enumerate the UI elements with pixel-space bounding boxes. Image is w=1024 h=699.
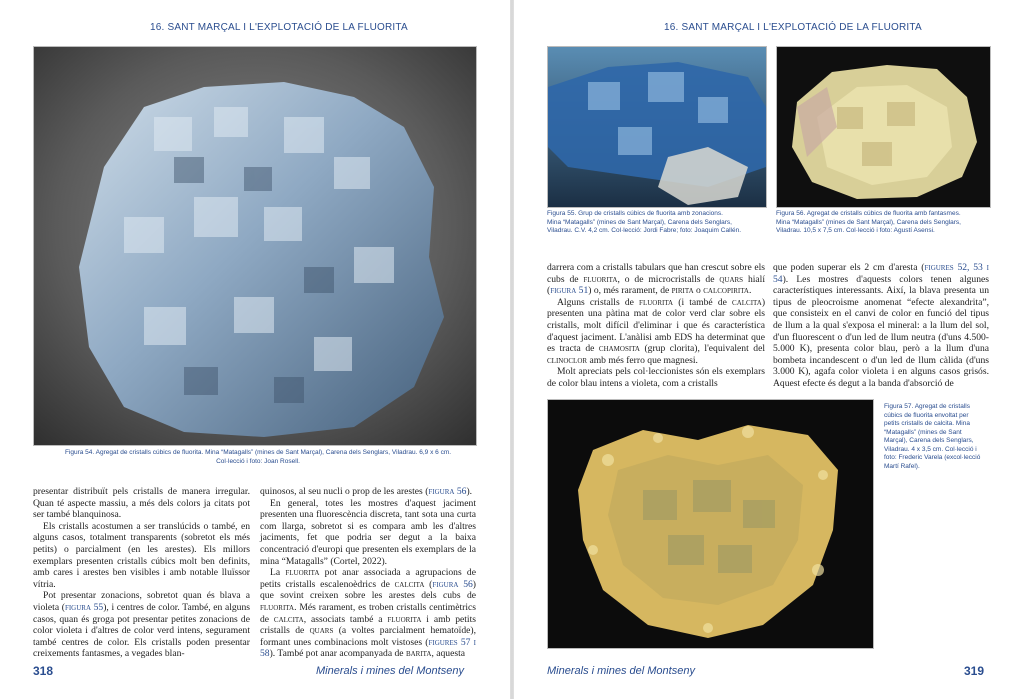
- text-run: . Més rarament, es troben cristalls centimètrics de: [260, 601, 476, 625]
- right-page: [514, 0, 1024, 699]
- footer-title-left: Minerals i mines del Montseny: [316, 665, 464, 677]
- mineral-name: chamosita: [598, 343, 640, 355]
- mineral-name: barita: [405, 648, 432, 660]
- figure-57-caption-line2: cúbics de fluorita envoltat per: [884, 411, 969, 419]
- right-column-1: [547, 262, 765, 390]
- text-run: ) presenten una pàtina mat de color verd clar sobre els cristalls, molt difícil d'eliminar i que és característica d'aquest jaciment. L'anàlisi amb EDS ha determinat que es tracta de: [547, 296, 766, 355]
- figure-57-caption-line6: Viladrau. 4 x 3,5 cm. Col·lecció i: [884, 445, 977, 453]
- text-run: Pot presentar zonacions, sobretot quan és blava a violeta (: [33, 590, 250, 613]
- mineral-name: fluorita: [639, 296, 674, 308]
- figure-54-caption-line1: Figura 54. Agregat de cristalls cúbics de fluorita. Mina “Matagalls” (mines de Sant Marçal), Carena dels Senglars, Viladrau. 6,9 x 6 cm.: [64, 449, 452, 456]
- text-run: o: [693, 285, 704, 297]
- mineral-name: fluorita: [260, 601, 295, 613]
- figure-57-caption-line8: Martí Rafel).: [884, 462, 920, 470]
- mineral-name: calcita: [273, 613, 304, 625]
- text-run: , o de microcristalls de: [617, 273, 720, 285]
- text-run: pot anar associada a agrupacions de petits cristalls escalenoèdrics de: [260, 567, 476, 590]
- figure-55-caption: [547, 210, 777, 236]
- figure-55-caption-line1: Figura 55. Grup de cristalls cúbics de fluorita amb zonacions.: [547, 210, 723, 217]
- figure-54-caption: [48, 449, 468, 466]
- left-running-head: 16. SANT MARÇAL I L'EXPLOTACIÓ DE LA FLUORITA: [150, 22, 408, 33]
- mineral-name: fluorita: [387, 613, 422, 625]
- figure-54-photo: [33, 46, 477, 446]
- mineral-name: fluorita: [583, 273, 618, 285]
- paragraph: [260, 486, 476, 498]
- text-run: .: [748, 285, 752, 297]
- figure-reference-link[interactable]: figura 55: [64, 601, 104, 613]
- figure-57-caption-line1: Figura 57. Agregat de cristalls: [884, 403, 970, 410]
- page-number-right: 319: [964, 664, 985, 678]
- figure-54-caption-line2: Col·lecció i foto: Joan Rosell.: [216, 457, 300, 465]
- paragraph: [547, 262, 765, 297]
- figure-57-caption-line7: foto: Frederic Varela (excol·lecció: [884, 454, 981, 461]
- text-run: , associats també a: [303, 613, 388, 625]
- figure-56-caption: [776, 210, 1006, 236]
- text-run: amb més ferro que magnesi.: [587, 354, 698, 366]
- text-run: Alguns cristalls de: [557, 296, 640, 308]
- figure-56-caption-line3: Viladrau. 10,5 x 7,5 cm. Col·lecció i foto: Agustí Asensi.: [776, 227, 935, 234]
- figure-reference-link[interactable]: figura 51: [550, 285, 589, 297]
- mineral-name: quars: [309, 625, 334, 637]
- figure-55-caption-line2: Mina “Matagalls” (mines de Sant Marçal), Carena dels Senglars,: [547, 218, 732, 226]
- mineral-name: calcita: [394, 578, 425, 590]
- paragraph: Molt apreciats pels col·leccionistes són els exemplars de color blau intens a violeta, com a cristalls: [547, 366, 765, 389]
- figure-reference-link[interactable]: figures 57 i 58: [260, 636, 476, 660]
- mineral-name: calcita: [732, 296, 762, 308]
- footer-title-right: Minerals i mines del Montseny: [547, 665, 695, 677]
- figure-57-caption: [884, 403, 996, 471]
- figure-57-caption-line4: “Matagalls” (mines de Sant: [884, 428, 962, 436]
- text-run: ) o, més rarament, de: [588, 285, 672, 297]
- right-column-2: [773, 262, 989, 390]
- paragraph: Els cristalls acostumen a ser translúcids o també, en alguns casos, totalment transparents (sobretot els més petits) o parcialment (en les arestes). Els millors exemplars presenten cristalls cúbics molt ben definits, amb cares i arestes ben visibles i amb notable lluïssor vítria.: [33, 520, 250, 590]
- left-column-2: [260, 486, 476, 660]
- text-run: (i també de: [673, 296, 733, 308]
- paragraph: [547, 297, 765, 367]
- mineral-name: fluorita: [285, 567, 320, 579]
- page-number-left: 318: [33, 664, 54, 678]
- paragraph: En general, totes les mostres d'aquest jaciment presenten una fluorescència discreta, tant sota una curta com llarga, sobretot si es compara amb les d'altres jaciments, fet que podria ser degut a la baixa concentració d'europi que presenten els exemplars de la mina “Matagalls” (Cortel, 2022).: [260, 497, 476, 567]
- mineral-name: pirita: [671, 285, 694, 297]
- text-run: (grup clorita), l'equivalent del: [639, 343, 765, 355]
- figure-55-caption-line3: Viladrau. C.V. 4,2 cm. Col·lecció: Jordi Fabre; foto: Joaquim Callén.: [547, 227, 742, 234]
- text-run: , aquesta: [431, 648, 466, 660]
- text-run: que poden superar els 2 cm d'aresta (: [773, 262, 925, 273]
- text-run: ).: [466, 486, 473, 497]
- text-run: quinosos, al seu nucli o prop de les arestes (: [260, 486, 429, 497]
- figure-55-photo: [547, 46, 767, 208]
- figure-56-photo: [776, 46, 991, 208]
- mineral-name: quars: [719, 273, 744, 285]
- figure-57-caption-line5: Marçal), Carena dels Senglars,: [884, 437, 974, 444]
- paragraph: presentar distribuït pels cristalls de manera irregular. Quan té aspecte massiu, a més dels colors ja citats pot ser també blanquinosa.: [33, 486, 250, 521]
- text-run: (a voltes parcialment hematoïde), formant unes combinacions molt vistoses (: [260, 625, 476, 648]
- figure-57-caption-line3: petits cristalls de calcita. Mina: [884, 420, 970, 427]
- figure-reference-link[interactable]: figura 56: [432, 578, 473, 590]
- text-run: ) que sovint creixen sobre les arestes dels cubs de: [260, 578, 476, 602]
- paragraph: [773, 262, 989, 390]
- text-run: hialí (: [547, 273, 766, 297]
- text-run: La: [270, 567, 286, 579]
- figure-reference-link[interactable]: figures 52, 53 i 54: [773, 262, 989, 285]
- figure-56-caption-line2: Mina “Matagalls” (mines de Sant Marçal), Carena dels Senglars,: [776, 218, 961, 226]
- mineral-name: calcopirita: [703, 285, 749, 297]
- left-column-1: [33, 486, 250, 660]
- figure-56-caption-line1: Figura 56. Agregat de cristalls cúbics de fluorita amb fantasmes.: [776, 210, 961, 217]
- text-run: ). Les mostres d'aquests colors tenen algunes característiques interessants. Així, la blava presenta un tipus de pleocroisme anomenat “efecte alexandrita”, que consisteix en el canvi de color en funció del tipus de llum a la qual s'exposa el mineral: a la llum del sol, d'un fluorescent o d'un led de llum neutra (d'uns 4.500-5.000 K), presenta color blau, però a la llum d'una bombeta incandescent o d'un led de llum càlida (d'uns 3.000 K), agafa color violeta i en alguns casos grisós. Aquest efecte és degut a la banda d'absorció de: [773, 273, 989, 389]
- text-run: (: [424, 578, 433, 590]
- figure-reference-link[interactable]: figura 56: [428, 486, 467, 497]
- right-running-head: 16. SANT MARÇAL I L'EXPLOTACIÓ DE LA FLUORITA: [664, 22, 922, 33]
- text-run: darrera com a cristalls tabulars que han crescut sobre els cubs de: [547, 262, 765, 285]
- text-run: ). També pot anar acompanyada de: [269, 648, 406, 660]
- paragraph: [33, 590, 250, 660]
- left-page: [0, 0, 510, 699]
- paragraph: [260, 567, 476, 660]
- figure-57-photo: [547, 399, 874, 649]
- mineral-name: clinoclor: [547, 354, 588, 366]
- text-run: i amb petits cristalls de: [260, 613, 476, 637]
- text-run: ), i centres de color. També, en alguns casos, quan és groga pot presentar petites zonacions de color violeta i d'altres de color verd intens, segurament també centres de color. Els cristalls poden presentar creixements fantasmes, a vegades blan-: [33, 601, 250, 660]
